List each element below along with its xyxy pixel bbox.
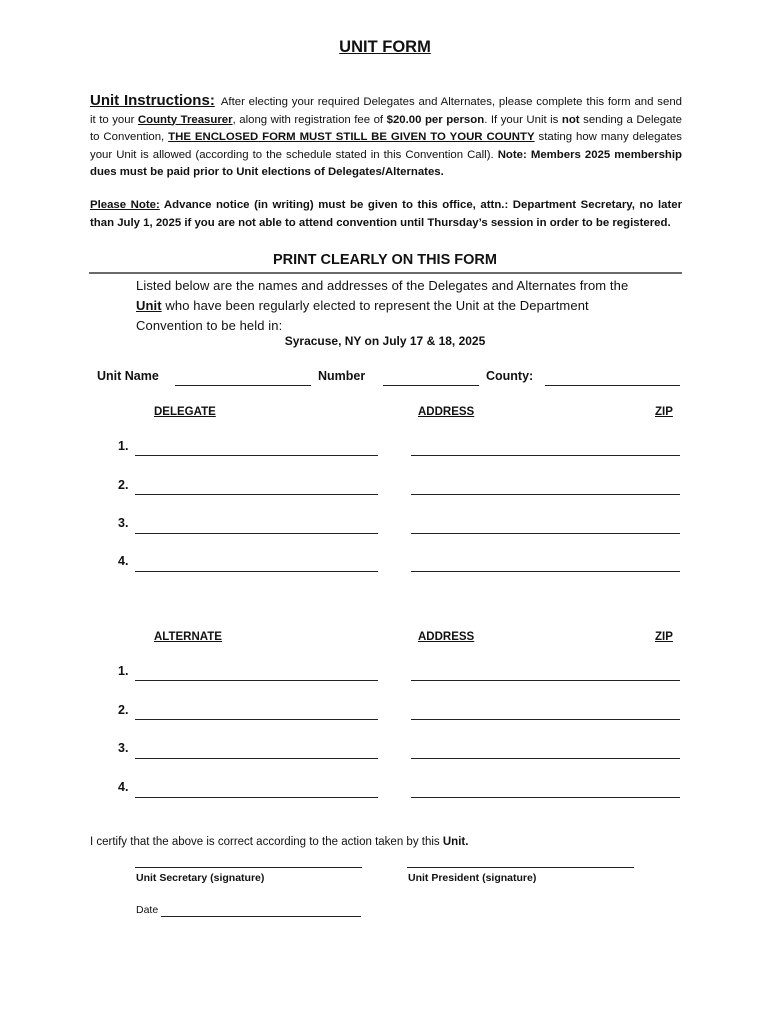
- alternate-row-number: 2.: [118, 703, 129, 717]
- instructions-lead: Unit Instructions:: [90, 92, 215, 109]
- alternate-row-number: 3.: [118, 741, 129, 755]
- alternate-row-number: 1.: [118, 664, 129, 678]
- unit-name-field[interactable]: [175, 385, 311, 386]
- unit-instructions: Unit Instructions: After electing your required Delegates and Alternates, please complete this form and send it to your County Treasurer, along with registration fee of $20.00 per person. If your Unit is not sending a Delegate to Convention, THE ENCLOSED FORM MUST STILL BE GIVEN TO YOUR COUNTY stating how many delegates your Unit is allowed (according to the schedule stated in this Convention Call). Note: Members 2025 membership dues must be paid prior to Unit elections of Delegates/Alternates.: [90, 92, 683, 178]
- delegate-row-number: 2.: [118, 478, 129, 492]
- alternate-name-field[interactable]: [135, 797, 378, 798]
- delegate-zip-heading: ZIP: [655, 406, 673, 418]
- unit-name-label: Unit Name: [97, 369, 159, 383]
- alternate-address-heading: ADDRESS: [418, 631, 475, 643]
- delegate-row-number: 3.: [118, 516, 129, 530]
- registration-fee: $20.00 per person: [386, 113, 485, 126]
- heading-divider: [89, 272, 682, 274]
- delegate-name-field[interactable]: [135, 455, 378, 456]
- delegate-address-field[interactable]: [411, 533, 680, 534]
- certify-statement: I certify that the above is correct according to the action taken by this Unit.: [90, 836, 469, 848]
- alternate-zip-heading: ZIP: [655, 631, 673, 643]
- alternate-address-field[interactable]: [411, 758, 680, 759]
- delegate-heading: DELEGATE: [154, 406, 216, 418]
- secretary-signature-field[interactable]: [135, 867, 362, 868]
- enclosed-form-notice: THE ENCLOSED FORM MUST STILL BE GIVEN TO YOUR COUNTY: [168, 131, 535, 143]
- dues-note: Note: Members 2025 membership dues must be paid prior to Unit elections of Delegates/Alternates.: [90, 148, 682, 178]
- secretary-signature-label: Unit Secretary (signature): [136, 872, 265, 884]
- alternate-heading: ALTERNATE: [154, 631, 222, 643]
- president-signature-label: Unit President (signature): [408, 872, 537, 884]
- date-field[interactable]: [161, 916, 361, 917]
- alternate-address-field[interactable]: [411, 797, 680, 798]
- delegate-address-field[interactable]: [411, 455, 680, 456]
- please-note: Please Note: Advance notice (in writing) must be given to this office, attn.: Department Secretary, no later than July 1, 2025 if you are not able to attend convention until Thursday’s session in order to be registered.: [90, 199, 682, 229]
- county-field[interactable]: [545, 385, 680, 386]
- alternate-name-field[interactable]: [135, 680, 378, 681]
- alternate-name-field[interactable]: [135, 719, 378, 720]
- alternate-name-field[interactable]: [135, 758, 378, 759]
- please-note-label: Please Note:: [90, 199, 160, 211]
- delegate-name-field[interactable]: [135, 571, 378, 572]
- delegate-address-field[interactable]: [411, 571, 680, 572]
- alternate-row-number: 4.: [118, 780, 129, 794]
- number-field[interactable]: [383, 385, 479, 386]
- print-clearly-heading: PRINT CLEARLY ON THIS FORM: [273, 252, 497, 268]
- county-treasurer: County Treasurer: [137, 113, 233, 126]
- delegate-name-field[interactable]: [135, 494, 378, 495]
- listed-below-text: Listed below are the names and addresses of the Delegates and Alternates from the Unit who have been regularly elected to represent the Unit at the Department Convention to be held in:: [136, 278, 629, 333]
- delegate-address-field[interactable]: [411, 494, 680, 495]
- county-label: County:: [486, 369, 534, 383]
- number-label: Number: [318, 369, 366, 383]
- delegate-row-number: 4.: [118, 554, 129, 568]
- date-label: Date: [136, 904, 159, 916]
- alternate-address-field[interactable]: [411, 680, 680, 681]
- president-signature-field[interactable]: [407, 867, 634, 868]
- form-title: UNIT FORM: [339, 38, 431, 56]
- delegate-name-field[interactable]: [135, 533, 378, 534]
- delegate-address-heading: ADDRESS: [418, 406, 475, 418]
- convention-location: Syracuse, NY on July 17 & 18, 2025: [284, 334, 486, 348]
- alternate-address-field[interactable]: [411, 719, 680, 720]
- delegate-row-number: 1.: [118, 439, 129, 453]
